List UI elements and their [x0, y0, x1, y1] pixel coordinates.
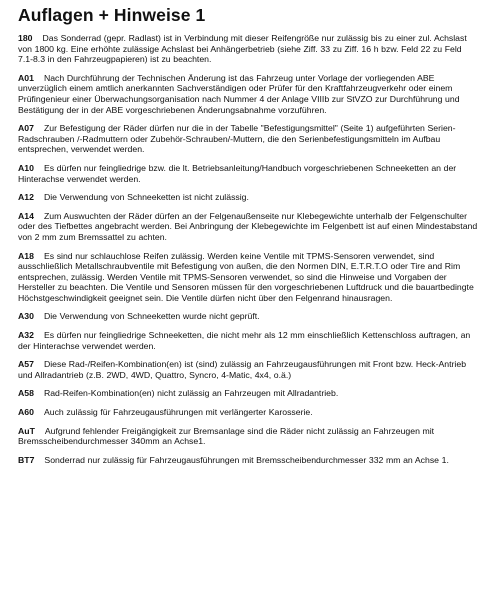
note-text: Zur Befestigung der Räder dürfen nur die in der Tabelle "Befestigungsmittel" (Seite 1) aufgeführten Serien-Radschrauben /-Radmuttern oder Zubehör-Schrauben/-Muttern, die den Serienbefestigungsmitteln im Aufbau entsprechen, verwendet werden. — [18, 123, 456, 155]
note-a07 — [18, 123, 478, 155]
note-text: Es sind nur schlauchlose Reifen zulässig. Werden keine Ventile mit TPMS-Sensoren verwendet, sind ausschließlich Metallschraubventile mit Befestigung von außen, die den Normen DIN, E.T.R.T.O oder Tire and Rim entsprechen, zulässig. Werden Ventile mit TPMS-Sensoren verwendet, so sind die Hinweise und Vorgaben der Hersteller zu beachten. Die Ventile und Sensoren müssen für den vorgeschriebenen Luftdruck und die bauartbedingte Höchstgeschwindigkeit geeignet sein. Die Ventile dürfen nicht über den Felgenrand hinausragen. — [18, 250, 474, 303]
note-text: Sonderrad nur zulässig für Fahrzeugausführungen mit Bremsscheibendurchmesser 332 mm an Achse 1. — [44, 454, 449, 465]
note-text: Nach Durchführung der Technischen Änderung ist das Fahrzeug unter Vorlage der vorliegenden ABE unverzüglich einem amtlich anerkannten Sachverständigen oder Prüfer für den Kraftfahrzeugverkehr oder einem Prüfingenieur einer Überwachungsorganisation nach Nummer 4 der Anlage VIIIb zur StVZO zur Durchführung und Bestätigung der in der ABE vorgeschriebenen Änderungsabnahme vorzuführen. — [18, 72, 460, 115]
note-code: A12 — [18, 192, 34, 203]
note-text: Aufgrund fehlender Freigängigkeit zur Bremsanlage sind die Räder nicht zulässig an Fahrzeugen mit Bremsscheibendurchmesser 340mm an Achse1. — [18, 425, 435, 447]
note-180 — [18, 33, 478, 65]
note-text: Es dürfen nur feingliedrige bzw. die lt. Betriebsanleitung/Handbuch vorgeschriebenen Schneeketten an der Hinterachse verwendet werden. — [18, 162, 457, 184]
note-code: 180 — [18, 33, 33, 43]
note-code: A57 — [18, 359, 34, 370]
note-text: Die Verwendung von Schneeketten ist nicht zulässig. — [43, 192, 249, 203]
note-code: A60 — [18, 407, 34, 418]
note-a01 — [18, 73, 478, 115]
note-a10 — [18, 163, 478, 184]
note-a58 — [18, 388, 478, 399]
note-text: Rad-Reifen-Kombination(en) nicht zulässig an Fahrzeugen mit Allradantrieb. — [43, 388, 339, 399]
page-title: Auflagen + Hinweise 1 — [18, 5, 206, 25]
note-text: Zum Auswuchten der Räder dürfen an der Felgenaußenseite nur Klebegewichte unterhalb der Felgenschulter oder des Tiefbettes angebracht werden. Bei Anbringung der Klebegewichte im Felgenbett ist auf einen Mindestabstand von 2 mm zum Bremssattel zu achten. — [18, 210, 478, 242]
note-code: A30 — [18, 311, 34, 322]
note-code: A32 — [18, 330, 34, 341]
note-text: Diese Rad-/Reifen-Kombination(en) ist (sind) zulässig an Fahrzeugausführungen mit Front bzw. Heck-Antrieb und Allradantrieb (z.B. 2WD, 4WD, Quattro, Syncro, 4-Matic, 4x4, o.ä.) — [18, 359, 467, 380]
note-a14 — [18, 211, 478, 243]
note-code: A01 — [18, 72, 34, 83]
note-a32 — [18, 330, 478, 351]
note-code: A18 — [18, 250, 34, 261]
note-code: A14 — [18, 210, 34, 221]
note-a12 — [18, 192, 478, 203]
note-a18 — [18, 251, 478, 304]
note-text: Auch zulässig für Fahrzeugausführungen mit verlängerter Karosserie. — [43, 407, 313, 418]
note-a30 — [18, 311, 478, 322]
note-code: A10 — [18, 162, 34, 173]
note-a57 — [18, 359, 478, 380]
note-code: BT7 — [18, 454, 35, 465]
note-code: AuT — [18, 425, 35, 436]
note-text: Die Verwendung von Schneeketten wurde nicht geprüft. — [43, 311, 260, 322]
note-text: Es dürfen nur feingliedrige Schneeketten, die nicht mehr als 12 mm einschließlich Kettenschloss auftragen, an der Hinterachse verwendet werden. — [18, 330, 471, 351]
note-bt7 — [18, 455, 478, 466]
note-code: A58 — [18, 388, 34, 399]
note-text: Das Sonderrad (gepr. Radlast) ist in Verbindung mit dieser Reifengröße nur zulässig bis zu einer zul. Achslast von 1800 kg. Eine erhöhte zulässige Achslast bei Anhängerbetrieb (siehe Ziff. 33 zu Ziff. 16 h bzw. Feld 22 zu Feld 7.1-8.3 in den Fahrzeugpapieren) ist zu beachten. — [18, 33, 467, 65]
note-aut — [18, 426, 478, 447]
note-a60 — [18, 407, 478, 418]
note-code: A07 — [18, 123, 34, 134]
